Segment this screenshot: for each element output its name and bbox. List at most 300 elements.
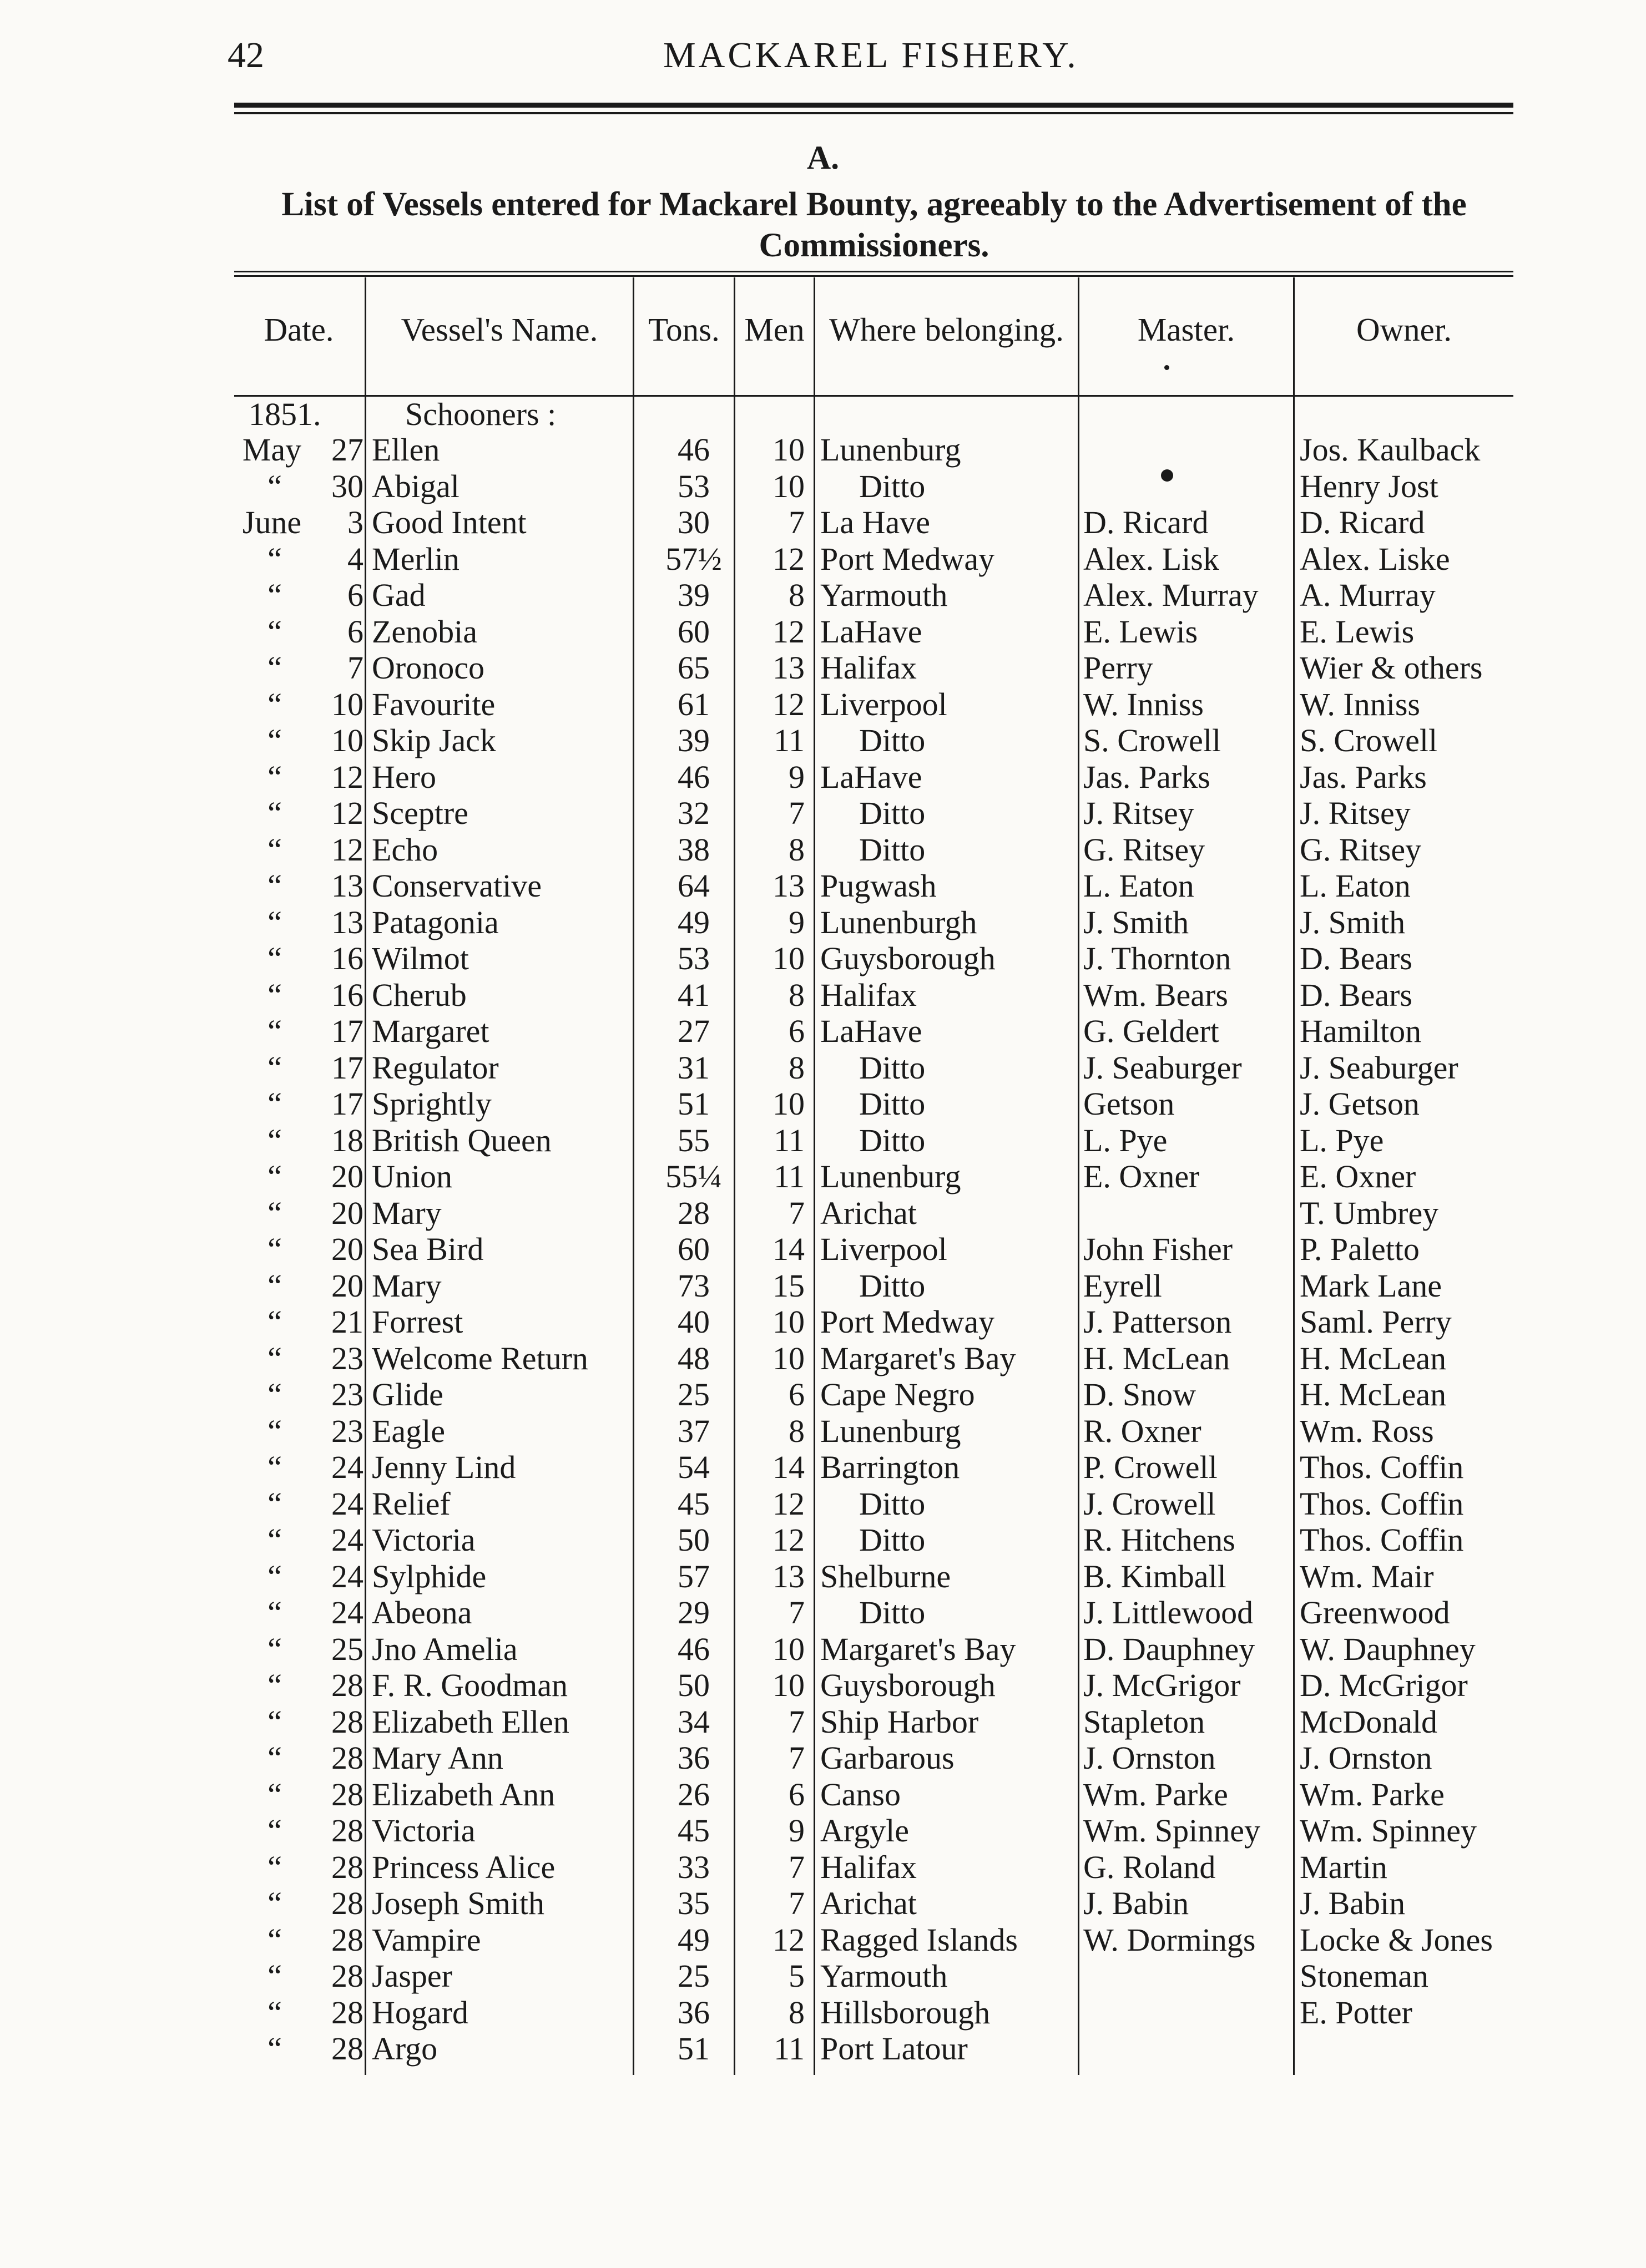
vessel-name: Gad xyxy=(372,577,426,613)
header-rule-thin xyxy=(234,112,1513,114)
table-row xyxy=(0,904,1646,941)
tons: 60 xyxy=(678,1231,710,1267)
where-belonging: Guysborough xyxy=(820,1667,996,1703)
date-day: 10 xyxy=(331,722,363,758)
vessel-name: Abigal xyxy=(372,468,460,504)
men: 11 xyxy=(774,1122,805,1158)
where-belonging: Lunenburgh xyxy=(820,904,977,940)
men: 12 xyxy=(772,1485,805,1522)
tons: 57½ xyxy=(665,540,722,577)
owner: Jas. Parks xyxy=(1300,758,1427,795)
tons: 49 xyxy=(678,904,710,940)
header-master: Master. xyxy=(1137,311,1235,348)
where-belonging: Ditto xyxy=(859,1594,926,1631)
where-belonging: Ditto xyxy=(859,1522,926,1558)
header-master-dot xyxy=(1164,365,1169,370)
where-belonging: Yarmouth xyxy=(820,577,948,613)
date-day: 7 xyxy=(347,650,363,686)
master: J. Patterson xyxy=(1083,1304,1232,1340)
master: D. Dauphney xyxy=(1083,1631,1255,1667)
date-day: 20 xyxy=(331,1194,363,1231)
date-month: “ xyxy=(267,1304,282,1340)
date-month: “ xyxy=(267,758,282,795)
master: P. Crowell xyxy=(1083,1449,1218,1485)
date-day: 24 xyxy=(331,1594,363,1631)
owner: Stoneman xyxy=(1300,1958,1428,1994)
owner: D. Bears xyxy=(1300,940,1412,976)
tons: 39 xyxy=(678,577,710,613)
date-day: 28 xyxy=(331,1921,363,1958)
where-belonging: Halifax xyxy=(820,650,917,686)
date-day: 16 xyxy=(331,976,363,1013)
tons: 54 xyxy=(678,1449,710,1485)
table-row xyxy=(0,577,1646,614)
where-belonging: Barrington xyxy=(820,1449,960,1485)
table-row xyxy=(0,1994,1646,2031)
vessel-name: Jasper xyxy=(372,1958,452,1994)
owner: J. Babin xyxy=(1300,1885,1406,1921)
date-month: June xyxy=(242,504,302,540)
vessel-name: Jenny Lind xyxy=(372,1449,516,1485)
tons: 32 xyxy=(678,795,710,831)
date-day: 18 xyxy=(331,1122,363,1158)
date-month: “ xyxy=(267,1558,282,1594)
vessel-name: Wilmot xyxy=(372,940,469,976)
date-day: 24 xyxy=(331,1522,363,1558)
date-month: “ xyxy=(267,795,282,831)
vessel-name: Union xyxy=(372,1158,452,1194)
owner: Wm. Ross xyxy=(1300,1413,1434,1449)
owner: Wm. Parke xyxy=(1300,1776,1445,1813)
vessel-name: Abeona xyxy=(372,1594,472,1631)
master: J. Ritsey xyxy=(1083,795,1194,831)
owner: L. Eaton xyxy=(1300,868,1411,904)
master: John Fisher xyxy=(1083,1231,1233,1267)
date-day: 4 xyxy=(347,540,363,577)
header-vessel-name: Vessel's Name. xyxy=(401,311,598,348)
vessel-name: Vampire xyxy=(372,1921,481,1958)
date-day: 28 xyxy=(331,1813,363,1849)
table-row xyxy=(0,722,1646,759)
date-month: “ xyxy=(267,540,282,577)
vessel-name: Jno Amelia xyxy=(372,1631,518,1667)
owner: T. Umbrey xyxy=(1300,1194,1439,1231)
header-owner: Owner. xyxy=(1356,311,1452,348)
vessel-name: Oronoco xyxy=(372,650,484,686)
tons: 39 xyxy=(678,722,710,758)
men: 14 xyxy=(772,1449,805,1485)
owner: W. Dauphney xyxy=(1300,1631,1476,1667)
date-month: “ xyxy=(267,1703,282,1740)
date-day: 28 xyxy=(331,1958,363,1994)
master: H. McLean xyxy=(1083,1340,1230,1376)
tons: 29 xyxy=(678,1594,710,1631)
owner: Thos. Coffin xyxy=(1300,1485,1464,1522)
tons: 45 xyxy=(678,1813,710,1849)
tons: 51 xyxy=(678,1086,710,1122)
date-month: “ xyxy=(267,1885,282,1921)
date-month: May xyxy=(242,432,302,468)
table-row xyxy=(0,832,1646,868)
vessel-name: Elizabeth Ann xyxy=(372,1776,556,1813)
owner: Hamilton xyxy=(1300,1013,1422,1049)
where-belonging: Arichat xyxy=(820,1885,917,1921)
master: J. Seaburger xyxy=(1083,1049,1242,1086)
date-month: “ xyxy=(267,686,282,722)
owner: Wm. Mair xyxy=(1300,1558,1434,1594)
date-day: 16 xyxy=(331,940,363,976)
master: Wm. Spinney xyxy=(1083,1813,1260,1849)
where-belonging: Ditto xyxy=(859,1485,926,1522)
date-day: 17 xyxy=(331,1086,363,1122)
men: 9 xyxy=(789,904,805,940)
table-row xyxy=(0,1776,1646,1813)
owner: J. Getson xyxy=(1300,1086,1420,1122)
table-row xyxy=(0,504,1646,541)
tons: 46 xyxy=(678,1631,710,1667)
table-top-rule-2 xyxy=(234,275,1513,277)
tons: 57 xyxy=(678,1558,710,1594)
date-month: “ xyxy=(267,1340,282,1376)
table-row xyxy=(0,1231,1646,1268)
table-row xyxy=(0,650,1646,686)
owner: P. Paletto xyxy=(1300,1231,1420,1267)
table-row xyxy=(0,1050,1646,1086)
master: Wm. Parke xyxy=(1083,1776,1228,1813)
men: 15 xyxy=(772,1267,805,1304)
date-month: “ xyxy=(267,1122,282,1158)
master: L. Pye xyxy=(1083,1122,1168,1158)
tons: 31 xyxy=(678,1049,710,1086)
where-belonging: Hillsborough xyxy=(820,1994,991,2031)
men: 12 xyxy=(772,540,805,577)
date-month: “ xyxy=(267,468,282,504)
where-belonging: Yarmouth xyxy=(820,1958,948,1994)
master: B. Kimball xyxy=(1083,1558,1226,1594)
where-belonging: Lunenburg xyxy=(820,432,961,468)
owner: Wm. Spinney xyxy=(1300,1813,1477,1849)
master: Wm. Bears xyxy=(1083,976,1228,1013)
date-month: “ xyxy=(267,1958,282,1994)
tons: 55¼ xyxy=(665,1158,722,1194)
owner: G. Ritsey xyxy=(1300,831,1422,868)
section-label: Schooners : xyxy=(405,396,557,432)
date-day: 24 xyxy=(331,1449,363,1485)
table-row xyxy=(0,1922,1646,1958)
table-row xyxy=(0,977,1646,1014)
owner: E. Potter xyxy=(1300,1994,1412,2031)
date-month: “ xyxy=(267,1667,282,1703)
men: 7 xyxy=(789,1194,805,1231)
date-month: “ xyxy=(267,1413,282,1449)
date-month: “ xyxy=(267,1013,282,1049)
vessel-name: Relief xyxy=(372,1485,451,1522)
owner: J. Ornston xyxy=(1300,1740,1432,1776)
date-day: 20 xyxy=(331,1158,363,1194)
owner: J. Ritsey xyxy=(1300,795,1411,831)
date-day: 24 xyxy=(331,1485,363,1522)
tons: 40 xyxy=(678,1304,710,1340)
owner: H. McLean xyxy=(1300,1340,1447,1376)
where-belonging: Shelburne xyxy=(820,1558,951,1594)
master: E. Oxner xyxy=(1083,1158,1200,1194)
running-head: MACKAREL FISHERY. xyxy=(663,35,1079,75)
table-title-line-2: Commissioners. xyxy=(759,227,989,264)
master: J. Babin xyxy=(1083,1885,1189,1921)
vessel-name: Patagonia xyxy=(372,904,499,940)
date-month: “ xyxy=(267,1813,282,1849)
men: 10 xyxy=(772,1667,805,1703)
where-belonging: Ditto xyxy=(859,1122,926,1158)
date-month: “ xyxy=(267,650,282,686)
owner: J. Seaburger xyxy=(1300,1049,1458,1086)
date-day: 21 xyxy=(331,1304,363,1340)
date-month: “ xyxy=(267,1049,282,1086)
owner: Wier & others xyxy=(1300,650,1483,686)
date-day: 24 xyxy=(331,1558,363,1594)
men: 7 xyxy=(789,504,805,540)
vessel-name: Merlin xyxy=(372,540,460,577)
where-belonging: Pugwash xyxy=(820,868,937,904)
vessel-name: Sprightly xyxy=(372,1086,492,1122)
table-row xyxy=(0,468,1646,505)
date-day: 30 xyxy=(331,468,363,504)
where-belonging: Lunenburg xyxy=(820,1413,961,1449)
owner: McDonald xyxy=(1300,1703,1438,1740)
master: D. Snow xyxy=(1083,1376,1196,1413)
vessel-name: Cherub xyxy=(372,976,467,1013)
vessel-name: Eagle xyxy=(372,1413,446,1449)
where-belonging: Ditto xyxy=(859,831,926,868)
header-tons: Tons. xyxy=(648,311,720,348)
table-row xyxy=(0,686,1646,723)
men: 7 xyxy=(789,1740,805,1776)
master: Alex. Murray xyxy=(1083,577,1259,613)
table-row xyxy=(0,541,1646,578)
men: 11 xyxy=(774,722,805,758)
date-day: 27 xyxy=(331,432,363,468)
date-month: “ xyxy=(267,1376,282,1413)
owner: S. Crowell xyxy=(1300,722,1438,758)
tons: 25 xyxy=(678,1376,710,1413)
vessel-name: Skip Jack xyxy=(372,722,496,758)
owner: Greenwood xyxy=(1300,1594,1450,1631)
where-belonging: LaHave xyxy=(820,613,922,650)
men: 8 xyxy=(789,1413,805,1449)
date-month: “ xyxy=(267,1921,282,1958)
tons: 28 xyxy=(678,1194,710,1231)
men: 7 xyxy=(789,1849,805,1885)
date-day: 12 xyxy=(331,831,363,868)
date-month: “ xyxy=(267,1740,282,1776)
date-month: “ xyxy=(267,1267,282,1304)
master: S. Crowell xyxy=(1083,722,1221,758)
vessel-name: F. R. Goodman xyxy=(372,1667,568,1703)
date-day: 13 xyxy=(331,868,363,904)
date-month: “ xyxy=(267,577,282,613)
where-belonging: LaHave xyxy=(820,1013,922,1049)
tons: 34 xyxy=(678,1703,710,1740)
table-row xyxy=(0,2031,1646,2067)
vessel-name: Regulator xyxy=(372,1049,499,1086)
where-belonging: Ship Harbor xyxy=(820,1703,979,1740)
where-belonging: Ditto xyxy=(859,722,926,758)
table-row xyxy=(0,614,1646,650)
tons: 45 xyxy=(678,1485,710,1522)
vessel-name: Joseph Smith xyxy=(372,1885,544,1921)
where-belonging: Ragged Islands xyxy=(820,1921,1018,1958)
where-belonging: Guysborough xyxy=(820,940,996,976)
date-day: 20 xyxy=(331,1231,363,1267)
date-day: 28 xyxy=(331,1776,363,1813)
date-month: “ xyxy=(267,613,282,650)
owner: E. Oxner xyxy=(1300,1158,1416,1194)
men: 10 xyxy=(772,1340,805,1376)
tons: 46 xyxy=(678,758,710,795)
master: J. Littlewood xyxy=(1083,1594,1254,1631)
table-row xyxy=(0,1158,1646,1195)
vessel-name: Good Intent xyxy=(372,504,527,540)
men: 11 xyxy=(774,1158,805,1194)
date-day: 28 xyxy=(331,1849,363,1885)
men: 9 xyxy=(789,758,805,795)
tons: 36 xyxy=(678,1994,710,2031)
date-day: 25 xyxy=(331,1631,363,1667)
owner: D. McGrigor xyxy=(1300,1667,1468,1703)
year-label: 1851. xyxy=(249,396,321,432)
date-month: “ xyxy=(267,868,282,904)
table-row xyxy=(0,1631,1646,1668)
header-date: Date. xyxy=(264,311,334,348)
tons: 46 xyxy=(678,432,710,468)
men: 12 xyxy=(772,1522,805,1558)
date-month: “ xyxy=(267,1194,282,1231)
tons: 33 xyxy=(678,1849,710,1885)
vessel-name: Hogard xyxy=(372,1994,468,2031)
table-row xyxy=(0,1486,1646,1522)
vessel-name: Favourite xyxy=(372,686,496,722)
owner: L. Pye xyxy=(1300,1122,1384,1158)
vessel-name: Ellen xyxy=(372,432,440,468)
table-row xyxy=(0,1594,1646,1631)
ink-dot xyxy=(1161,469,1173,482)
owner: Henry Jost xyxy=(1300,468,1438,504)
master: E. Lewis xyxy=(1083,613,1198,650)
date-day: 3 xyxy=(347,504,363,540)
master: J. Smith xyxy=(1083,904,1189,940)
date-day: 23 xyxy=(331,1376,363,1413)
men: 8 xyxy=(789,1049,805,1086)
owner: J. Smith xyxy=(1300,904,1406,940)
table-row xyxy=(0,795,1646,832)
date-day: 20 xyxy=(331,1267,363,1304)
where-belonging: LaHave xyxy=(820,758,922,795)
tons: 53 xyxy=(678,468,710,504)
appendix-letter: A. xyxy=(806,139,840,176)
men: 8 xyxy=(789,1994,805,2031)
date-month: “ xyxy=(267,1449,282,1485)
date-month: “ xyxy=(267,1631,282,1667)
date-day: 28 xyxy=(331,2031,363,2067)
where-belonging: Ditto xyxy=(859,468,926,504)
vessel-name: Elizabeth Ellen xyxy=(372,1703,569,1740)
master: W. Dormings xyxy=(1083,1921,1256,1958)
vessel-name: Mary xyxy=(372,1267,442,1304)
vessel-name: Sea Bird xyxy=(372,1231,484,1267)
owner: Mark Lane xyxy=(1300,1267,1442,1304)
men: 7 xyxy=(789,795,805,831)
tons: 48 xyxy=(678,1340,710,1376)
master: Eyrell xyxy=(1083,1267,1162,1304)
table-row xyxy=(0,1885,1646,1922)
tons: 36 xyxy=(678,1740,710,1776)
date-month: “ xyxy=(267,1849,282,1885)
where-belonging: Garbarous xyxy=(820,1740,955,1776)
vessel-name: British Queen xyxy=(372,1122,552,1158)
tons: 49 xyxy=(678,1921,710,1958)
tons: 41 xyxy=(678,976,710,1013)
owner: W. Inniss xyxy=(1300,686,1420,722)
date-day: 28 xyxy=(331,1994,363,2031)
master: Alex. Lisk xyxy=(1083,540,1219,577)
header-rule-thick xyxy=(234,103,1513,108)
master: R. Hitchens xyxy=(1083,1522,1235,1558)
date-month: “ xyxy=(267,940,282,976)
men: 13 xyxy=(772,1558,805,1594)
date-day: 12 xyxy=(331,758,363,795)
master: G. Ritsey xyxy=(1083,831,1205,868)
table-row xyxy=(0,1522,1646,1558)
where-belonging: Arichat xyxy=(820,1194,917,1231)
owner: D. Bears xyxy=(1300,976,1412,1013)
table-row xyxy=(0,1958,1646,1994)
date-day: 23 xyxy=(331,1413,363,1449)
where-belonging: Port Medway xyxy=(820,540,995,577)
men: 8 xyxy=(789,831,805,868)
men: 11 xyxy=(774,2031,805,2067)
men: 10 xyxy=(772,940,805,976)
header-where-belonging: Where belonging. xyxy=(829,311,1064,348)
date-month: “ xyxy=(267,1776,282,1813)
table-row xyxy=(0,1849,1646,1886)
master: Jas. Parks xyxy=(1083,758,1210,795)
owner: Martin xyxy=(1300,1849,1387,1885)
date-month: “ xyxy=(267,1522,282,1558)
men: 10 xyxy=(772,1631,805,1667)
where-belonging: Liverpool xyxy=(820,686,947,722)
vessel-name: Victoria xyxy=(372,1522,476,1558)
table-top-rule xyxy=(234,271,1513,272)
table-row xyxy=(0,1376,1646,1413)
master: W. Inniss xyxy=(1083,686,1204,722)
vessel-name: Glide xyxy=(372,1376,443,1413)
master: D. Ricard xyxy=(1083,504,1209,540)
vessel-name: Margaret xyxy=(372,1013,489,1049)
men: 13 xyxy=(772,868,805,904)
table-row xyxy=(0,432,1646,468)
date-day: 10 xyxy=(331,686,363,722)
vessel-name: Welcome Return xyxy=(372,1340,588,1376)
where-belonging: Ditto xyxy=(859,795,926,831)
owner: A. Murray xyxy=(1300,577,1436,613)
men: 8 xyxy=(789,577,805,613)
master: Stapleton xyxy=(1083,1703,1205,1740)
men: 10 xyxy=(772,432,805,468)
tons: 25 xyxy=(678,1958,710,1994)
header-men: Men xyxy=(744,311,805,348)
where-belonging: Ditto xyxy=(859,1086,926,1122)
where-belonging: Liverpool xyxy=(820,1231,947,1267)
